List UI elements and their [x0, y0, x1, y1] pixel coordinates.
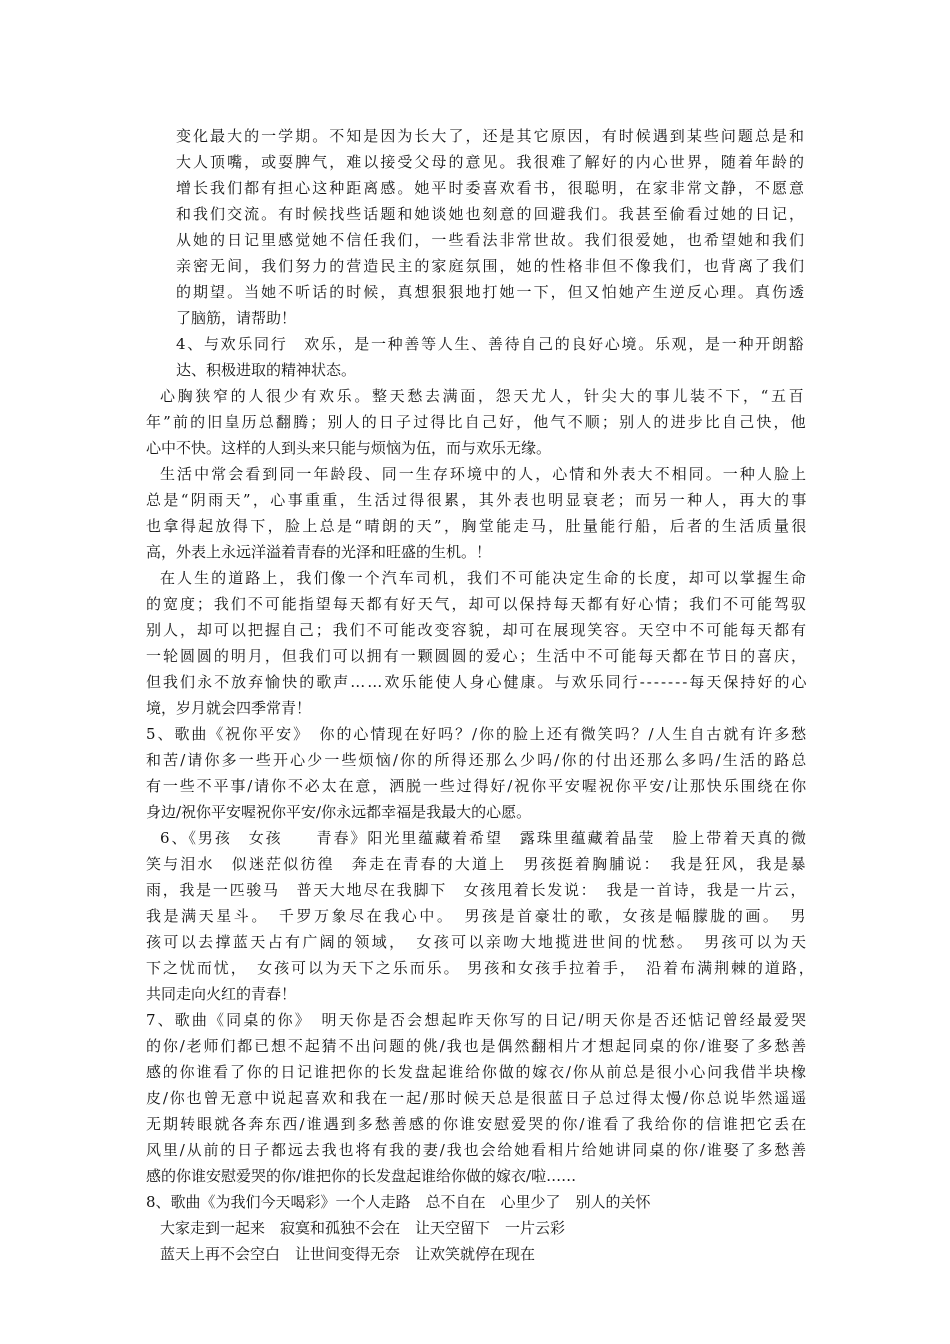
text-line: 了脑筋，请帮助！ [176, 309, 297, 327]
text-line: 下之忧而忧， 女孩可以为天下之乐而乐。 男孩和女孩手拉着手， 沿着布满荆棘的道路， [146, 959, 816, 977]
text-line: 皮/你也曾无意中说起喜欢和我在一起/那时候天总是很蓝日子总过得太慢/你总说毕然遥遥 [146, 1089, 809, 1107]
text-line: 心胸狭窄的人很少有欢乐。整天愁去满面，怨天尤人，针尖大的事儿装不下，“五百 [160, 387, 807, 405]
text-line: 达、积极进取的精神状态。 [176, 361, 357, 379]
text-line: 8、歌曲《为我们今天喝彩》一个人走路 总不自在 心里少了 别人的关怀 [146, 1193, 651, 1211]
text-line: 5、歌曲《祝你平安》 你的心情现在好吗？/你的脸上还有微笑吗？/人生自古就有许多愁 [146, 725, 809, 743]
text-line: 共同走向火红的青春！ [146, 985, 297, 1003]
text-line: 大人顶嘴，或耍脾气，难以接受父母的意见。我很难了解好的内心世界，随着年龄的 [176, 153, 807, 171]
text-line: 但我们永不放弃愉快的歌声……欢乐能使人身心健康。与欢乐同行-------每天保持好的心 [146, 673, 809, 691]
text-line: 从她的日记里感觉她不信任我们，一些看法非常世故。我们很爱她，也希望她和我们 [176, 231, 807, 249]
text-line: 有一些不平事/请你不必太在意，洒脱一些过得好/祝你平安喔祝你平安/让那快乐围绕在你 [146, 777, 809, 795]
text-line: 和苦/请你多一些开心少一些烦恼/你的所得还那么少吗/你的付出还那么多吗/生活的路总 [146, 751, 809, 769]
text-line: 笑与泪水 似迷茫似彷徨 奔走在青春的大道上 男孩挺着胸脯说： 我是狂风，我是暴 [146, 855, 808, 873]
text-line: 孩可以去撑蓝天占有广阔的领域， 女孩可以亲吻大地揽进世间的忧愁。 男孩可以为天 [146, 933, 809, 951]
text-line: 年”前的旧皇历总翻腾；别人的日子过得比自己好，他气不顺；别人的进步比自己快，他 [146, 413, 808, 431]
text-line: 总是“阴雨天”，心事重重，生活过得很累，其外表也明显衰老；而另一种人，再大的事 [146, 491, 809, 509]
text-line: 的你/老师们都已想不起猜不出问题的佻/我也是偶然翻相片才想起同桌的你/谁娶了多愁善 [146, 1037, 809, 1055]
text-line: 和我们交流。有时候找些话题和她谈她也刻意的回避我们。我甚至偷看过她的日记， [176, 205, 807, 223]
text-line: 感的你谁看了你的日记谁把你的长发盘起谁给你做的嫁衣/你从前总是很小心问我借半块橡 [146, 1063, 808, 1081]
text-line: 雨，我是一匹骏马 普天大地尽在我脚下 女孩甩着长发说： 我是一首诗，我是一片云， [146, 881, 808, 899]
text-line: 6、《男孩 女孩 青春》阳光里蕴藏着希望 露珠里蕴藏着晶莹 脸上带着天真的微 [160, 829, 808, 847]
text-line: 感的你谁安慰爱哭的你/谁把你的长发盘起谁给你做的嫁衣/啦…… [146, 1167, 577, 1185]
text-line: 心中不快。这样的人到头来只能与烦恼为伍，而与欢乐无缘。 [146, 439, 552, 457]
text-line: 在人生的道路上，我们像一个汽车司机，我们不可能决定生命的长度，却可以掌握生命 [160, 569, 809, 587]
text-line: 变化最大的一学期。不知是因为长大了，还是其它原因，有时候遇到某些问题总是和 [176, 127, 807, 145]
text-line: 的期望。当她不听话的时候，真想狠狠地打她一下，但又怕她产生逆反心理。真伤透 [176, 283, 807, 301]
text-line: 也拿得起放得下，脸上总是“晴朗的天”，胸堂能走马，肚量能行船，后者的生活质量很 [146, 517, 809, 535]
text-line: 大家走到一起来 寂寞和孤独不会在 让天空留下 一片云彩 [160, 1219, 566, 1237]
text-line: 身边/祝你平安喔祝你平安/你永远都幸福是我最大的心愿。 [146, 803, 532, 821]
text-line: 高，外表上永远洋溢着青春的光泽和旺盛的生机。！ [146, 543, 492, 561]
text-line: 风里/从前的日子都远去我也将有我的妻/我也会给她看相片给她讲同桌的你/谁娶了多愁善 [146, 1141, 809, 1159]
text-line: 亲密无间，我们努力的营造民主的家庭氛围，她的性格非但不像我们，也背离了我们 [176, 257, 807, 275]
text-line: 增长我们都有担心这种距离感。她平时委喜欢看书，很聪明，在家非常文静，不愿意 [176, 179, 807, 197]
text-line: 境，岁月就会四季常青！ [146, 699, 312, 717]
text-line: 蓝天上再不会空白 让世间变得无奈 让欢笑就停在现在 [160, 1245, 536, 1263]
text-line: 一轮圆圆的明月，但我们可以拥有一颗圆圆的爱心；生活中不可能每天都在节日的喜庆， [146, 647, 808, 665]
text-line: 的宽度；我们不可能指望每天都有好天气，却可以保持每天都有好心情；我们不可能驾驭 [146, 595, 808, 613]
text-line: 4、与欢乐同行 欢乐，是一种善等人生、善待自己的良好心境。乐观，是一种开朗豁 [176, 335, 806, 353]
text-line: 无期转眼就各奔东西/谁遇到多愁善感的你谁安慰爱哭的你/谁看了我给你的信谁把它丢在 [146, 1115, 809, 1133]
text-line: 7、歌曲《同桌的你》 明天你是否会想起昨天你写的日记/明天你是否还惦记曾经最爱哭 [146, 1011, 809, 1029]
text-line: 生活中常会看到同一年龄段、同一生存环境中的人，心情和外表大不相同。一种人脸上 [160, 465, 809, 483]
text-line: 我是满天星斗。 千罗万象尽在我心中。 男孩是首豪壮的歌，女孩是幅朦胧的画。 男 [146, 907, 809, 925]
text-line: 别人，却可以把握自己；我们不可能改变容貌，却可在展现笑容。天空中不可能每天都有 [146, 621, 808, 639]
